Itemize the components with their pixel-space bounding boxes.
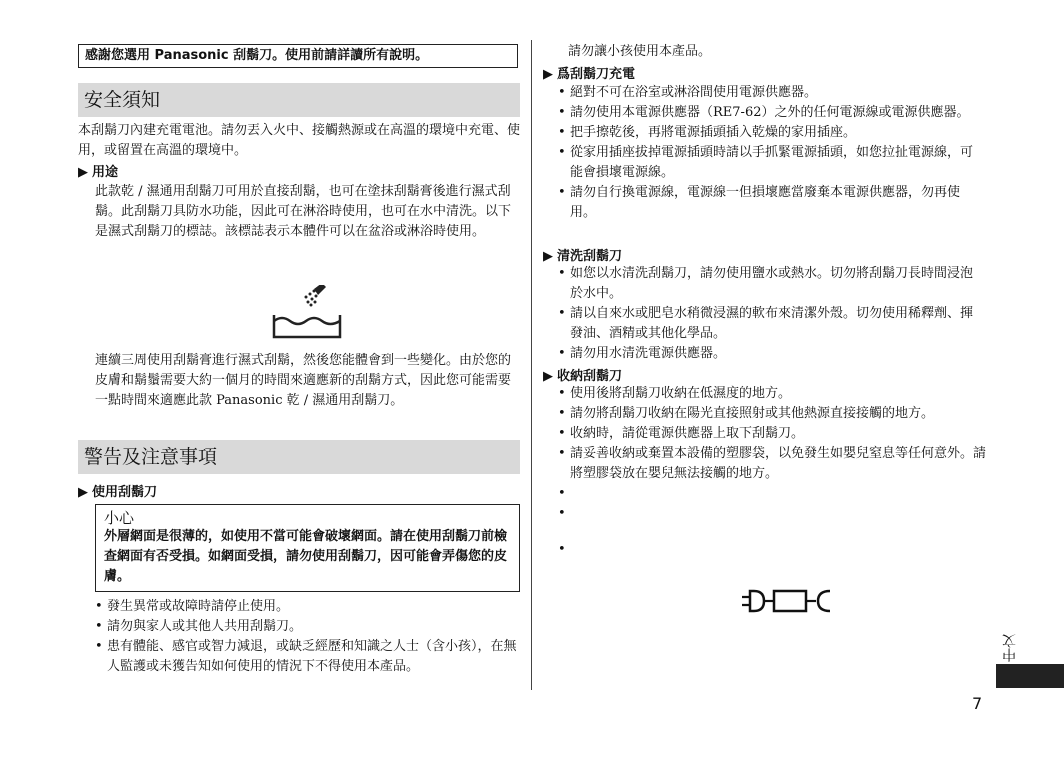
list-item: • 收納時，請從電源供應器上取下刮鬍刀。 — [558, 424, 990, 444]
list-item: • 患有體能、感官或智力減退，或缺乏經歷和知識之人士（含小孩），在無人監護或未獲告知如何使用的情況下不得使用本產品。 — [95, 637, 523, 677]
list-item: • 使用後將刮鬍刀收納在低濕度的地方。 — [558, 384, 990, 404]
clean-heading-label: 清洗刮鬍刀 — [557, 249, 623, 264]
list-item: • 請勿自行換電源線，電源線一但損壞應當廢棄本電源供應器，勿再使用。 — [558, 183, 978, 223]
language-tab-marker — [996, 664, 1064, 688]
shower-bath-icon — [270, 285, 346, 341]
page-number: 7 — [972, 694, 983, 713]
list-item: • 請勿與家人或其他人共用刮鬍刀。 — [95, 617, 523, 637]
usage-heading-label: 用途 — [92, 165, 119, 180]
list-item: • 發生異常或故障時請停止使用。 — [95, 597, 523, 617]
use-shaver-heading — [78, 484, 157, 502]
language-label: 中文 — [1002, 634, 1018, 662]
caution-box — [95, 504, 520, 592]
store-bullets — [558, 384, 990, 484]
power-supply-icon — [740, 588, 832, 614]
adapt-text: 連續三周使用刮鬍膏進行濕式刮鬍，然後您能體會到一些變化。由於您的皮膚和鬍鬚需要大約一個月的時間來適應新的刮鬍方式，因此您可能需要一點時間來適應此款 Panasonic 乾 / 濕通用刮鬍刀。 — [95, 353, 512, 408]
caution-title: 小心 — [104, 509, 135, 527]
list-item: • 請勿將刮鬍刀收納在陽光直接照射或其他熱源直接接觸的地方。 — [558, 404, 990, 424]
safety-section-title: 安全須知 — [78, 83, 520, 117]
list-item — [558, 504, 598, 524]
list-item: • 從家用插座拔掉電源插頭時請以手抓緊電源插頭，如您拉扯電源線，可能會損壞電源線。 — [558, 143, 978, 183]
list-item: • 請妥善收納或棄置本設備的塑膠袋，以免發生如嬰兒窒息等任何意外。請將塑膠袋放在嬰兒無法接觸的地方。 — [558, 444, 990, 484]
list-item: • 請勿用水清洗電源供應器。 — [558, 344, 978, 364]
safety-intro: 本刮鬍刀內建充電電池。請勿丟入火中、接觸熱源或在高溫的環境中充電、使用，或留置在高溫的環境中。 — [78, 123, 521, 158]
triangle-icon: ▶ — [78, 165, 88, 180]
list-item — [558, 484, 598, 504]
list-item — [558, 540, 598, 560]
charge-heading-label: 爲刮鬍刀充電 — [557, 67, 636, 82]
list-item: • 請勿使用本電源供應器（RE7-62）之外的任何電源線或電源供應器。 — [558, 103, 978, 123]
thanks-banner: 感謝您選用 Panasonic 刮鬍刀。使用前請詳讀所有說明。 — [78, 44, 518, 68]
clean-bullets — [558, 264, 978, 364]
triangle-icon: ▶ — [78, 485, 88, 500]
list-item: • 如您以水清洗刮鬍刀，請勿使用鹽水或熱水。切勿將刮鬍刀長時間浸泡於水中。 — [558, 264, 978, 304]
usage-heading — [78, 164, 118, 182]
charge-heading — [543, 66, 635, 84]
triangle-icon: ▶ — [543, 369, 553, 384]
children-line: 請勿讓小孩使用本產品。 — [568, 44, 712, 59]
list-item: • 請以自來水或肥皂水稍微浸濕的軟布來清潔外殼。切勿使用稀釋劑、揮發油、酒精或其他化學品。 — [558, 304, 978, 344]
store-heading-label: 收納刮鬍刀 — [557, 369, 623, 384]
list-item: • 絕對不可在浴室或淋浴間使用電源供應器。 — [558, 83, 978, 103]
column-divider — [531, 40, 532, 690]
warnings-section-title: 警告及注意事項 — [78, 440, 520, 474]
empty-bullets — [558, 484, 598, 560]
use-bullets — [95, 597, 523, 677]
usage-text: 此款乾 / 濕通用刮鬍刀可用於直接刮鬍，也可在塗抹刮鬍膏後進行濕式刮鬍。此刮鬍刀具防水功能，因此可在淋浴時使用，也可在水中清洗。以下是濕式刮鬍刀的標誌。該標誌表示本體件可以在盆浴或淋浴時使用。 — [95, 184, 512, 239]
charge-bullets — [558, 83, 978, 223]
triangle-icon: ▶ — [543, 67, 553, 82]
triangle-icon: ▶ — [543, 249, 553, 264]
list-item: • 把手擦乾後，再將電源插頭插入乾燥的家用插座。 — [558, 123, 978, 143]
use-shaver-heading-label: 使用刮鬍刀 — [92, 485, 158, 500]
caution-text: 外層網面是很薄的，如使用不當可能會破壞網面。請在使用刮鬍刀前檢查網面有否受損。如網面受損，請勿使用刮鬍刀，因可能會弄傷您的皮膚。 — [104, 529, 508, 584]
